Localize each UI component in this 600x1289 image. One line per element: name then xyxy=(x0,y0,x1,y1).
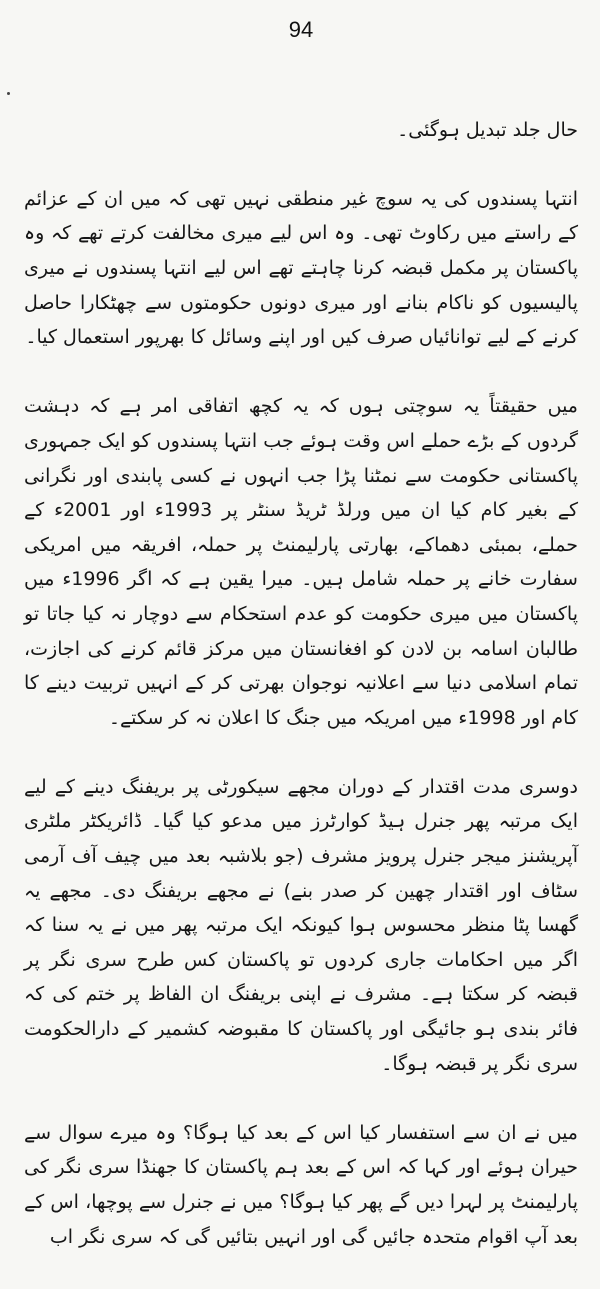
paragraph-2: انتہا پسندوں کی یہ سوچ غیر منطقی نہیں تھی کہ میں ان کے عزائم کے راستے میں رکاوٹ تھی۔ وہ اس لیے میری مخالفت کرتے تھے کہ وہ پاکستان پر مکمل قبضہ کرنا چاہتے تھے اس لیے انتہا پسندوں نے میری پالیسیوں کو ناکام بنانے اور میری دونوں حکومتوں سے چھٹکارا حاصل کرنے کے لیے توانائیاں صرف کیں اور اپنے وسائل کا بھرپور استعمال کیا۔ xyxy=(24,187,578,349)
margin-dot xyxy=(7,92,10,95)
paragraph-1: حال جلد تبدیل ہوگئی۔ xyxy=(397,118,578,141)
paragraph-3: میں حقیقتاً یہ سوچتی ہوں کہ یہ کچھ اتفاقی امر ہے کہ دہشت گردوں کے بڑے حملے اس وقت ہوئے جب انتہا پسندوں کو ایک جمہوری پاکستانی حکومت سے نمٹنا پڑا جب انہوں نے کسی پابندی اور نگرانی کے بغیر کام کیا ان میں ورلڈ ٹریڈ سنٹر پر 1993ء اور 2001ء کے حملے، بمبئی دھماکے، بھارتی پارلیمنٹ پر حملہ، افریقہ میں امریکی سفارت خانے پر حملہ شامل ہیں۔ میرا یقین ہے کہ اگر 1996ء میں پاکستان میں میری حکومت کو عدم استحکام سے دوچار نہ کیا جاتا تو طالبان اسامہ بن لادن کو افغانستان میں مرکز قائم کرنے کی اجازت، تمام اسلامی دنیا سے اعلانیہ نوجوان بھرتی کر کے انہیں تربیت دینے کا کام اور 1998ء میں امریکہ میں جنگ کا اعلان نہ کر سکتے۔ xyxy=(24,395,578,729)
page-number: 94 xyxy=(288,17,314,42)
paragraph-4: دوسری مدت اقتدار کے دوران مجھے سیکورٹی پر بریفنگ دینے کے لیے ایک مرتبہ پھر جنرل ہیڈ کوارٹرز میں مدعو کیا گیا۔ ڈائریکٹر ملٹری آپریشنز میجر جنرل پرویز مشرف (جو بلاشبہ بعد میں چیف آف آرمی سٹاف اور اقتدار چھین کر صدر بنے) نے مجھے بریفنگ دی۔ مجھے یہ گھسا پٹا منظر محسوس ہوا کیونکہ ایک مرتبہ پھر میں نے یہ سنا کہ اگر میں احکامات جاری کردوں تو پاکستان کس طرح سری نگر پر قبضہ کر سکتا ہے۔ مشرف نے اپنی بریفنگ ان الفاظ پر ختم کی کہ فائر بندی ہو جائیگی اور پاکستان کا مقبوضہ کشمیر کے دارالحکومت سری نگر پر قبضہ ہوگا۔ xyxy=(24,775,578,1075)
paragraph-5: میں نے ان سے استفسار کیا اس کے بعد کیا ہوگا؟ وہ میرے سوال سے حیران ہوئے اور کہا کہ اس کے بعد ہم پاکستان کا جھنڈا سری نگر کی پارلیمنٹ پر لہرا دیں گے پھر کیا ہوگا؟ میں نے جنرل سے پوچھا، اس کے بعد آپ اقوام متحدہ جائیں گی اور انہیں بتائیں گی کہ سری نگر اب xyxy=(24,1121,578,1248)
body-text xyxy=(24,78,578,1289)
